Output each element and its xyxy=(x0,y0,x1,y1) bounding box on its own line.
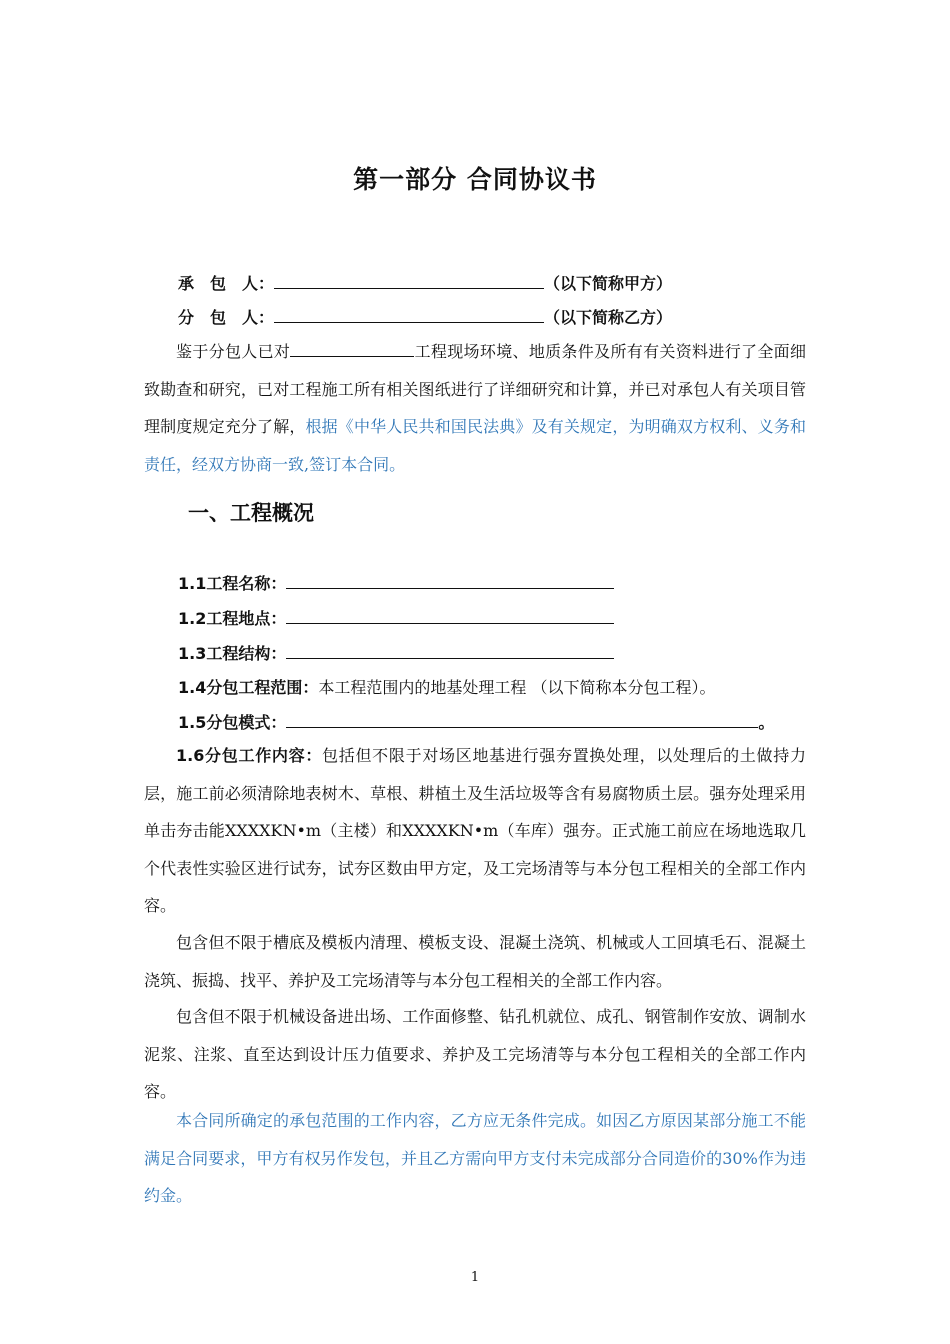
subcontractor-label: 分 包 人： xyxy=(178,308,275,327)
paragraph-2: 包含但不限于槽底及模板内清理、模板支设、混凝土浇筑、机械或人工回填毛石、混凝土浇筑、振捣、找平、养护及工完场清等与本分包工程相关的全部工作内容。 xyxy=(144,933,806,990)
item-1-4: 1.4分包工程范围：本工程范围内的地基处理工程 （以下简称本分包工程）。 xyxy=(178,678,716,697)
item-1-3: 1.3工程结构： xyxy=(178,643,614,664)
page-number: 1 xyxy=(470,1270,480,1285)
project-location-blank[interactable] xyxy=(286,608,614,624)
contractor-blank[interactable] xyxy=(274,273,544,289)
subcontractor-note: （以下简称乙方） xyxy=(544,308,673,327)
item-1-6: 1.6分包工作内容：包括但不限于对场区地基进行强夯置换处理，以处理后的土做持力层，施工前必须清除地表树木、草根、耕植土及生活垃圾等含有易腐物质土层。强夯处理采用单击夯击能XXXXKN•m（主楼）和XXXXKN•m（车库）强夯。正式施工前应在场地选取几个代表性实验区进行试夯，试夯区数由甲方定，及工完场清等与本分包工程相关的全部工作内容。 xyxy=(144,746,806,915)
paragraph-3: 包含但不限于机械设备进出场、工作面修整、钻孔机就位、成孔、钢管制作安放、调制水泥浆、注浆、直至达到设计压力值要求、养护及工完场清等与本分包工程相关的全部工作内容。 xyxy=(144,1007,806,1101)
paragraph-4: 本合同所确定的承包范围的工作内容，乙方应无条件完成。如因乙方原因某部分施工不能满足合同要求，甲方有权另作发包，并且乙方需向甲方支付未完成部分合同造价的30%作为违约金。 xyxy=(144,1111,806,1205)
contractor-note: （以下简称甲方） xyxy=(544,274,673,293)
section-heading: 一、工程概况 xyxy=(188,501,314,525)
project-structure-blank[interactable] xyxy=(286,643,614,659)
contractor-line xyxy=(178,273,672,294)
page-title: 第一部分 合同协议书 xyxy=(353,165,597,194)
item-1-2: 1.2工程地点： xyxy=(178,608,614,629)
subcontractor-line xyxy=(178,307,672,328)
subcontract-mode-blank[interactable] xyxy=(286,712,758,728)
project-name-blank[interactable] xyxy=(286,573,614,589)
item-1-5: 1.5分包模式： 。 xyxy=(178,713,775,732)
item-1-1: 1.1工程名称： xyxy=(178,573,614,594)
contractor-label: 承 包 人： xyxy=(178,274,275,293)
intro-paragraph: 鉴于分包人已对 工程现场环境、地质条件及所有有关资料进行了全面细致勘查和研究，已对工程施工所有相关图纸进行了详细研究和计算，并已对承包人有关项目管理制度规定充分了解，根据《中华人民共和国民法典》及有关规定，为明确双方权利、义务和责任，经双方协商一致,签订本合同。 xyxy=(144,342,806,474)
intro-blue-text: 根据《中华人民共和国民法典》及有关规定，为明确双方权利、义务和责任，经双方协商一致,签订本合同。 xyxy=(144,417,806,474)
intro-blank[interactable] xyxy=(290,341,414,357)
subcontractor-blank[interactable] xyxy=(274,307,544,323)
